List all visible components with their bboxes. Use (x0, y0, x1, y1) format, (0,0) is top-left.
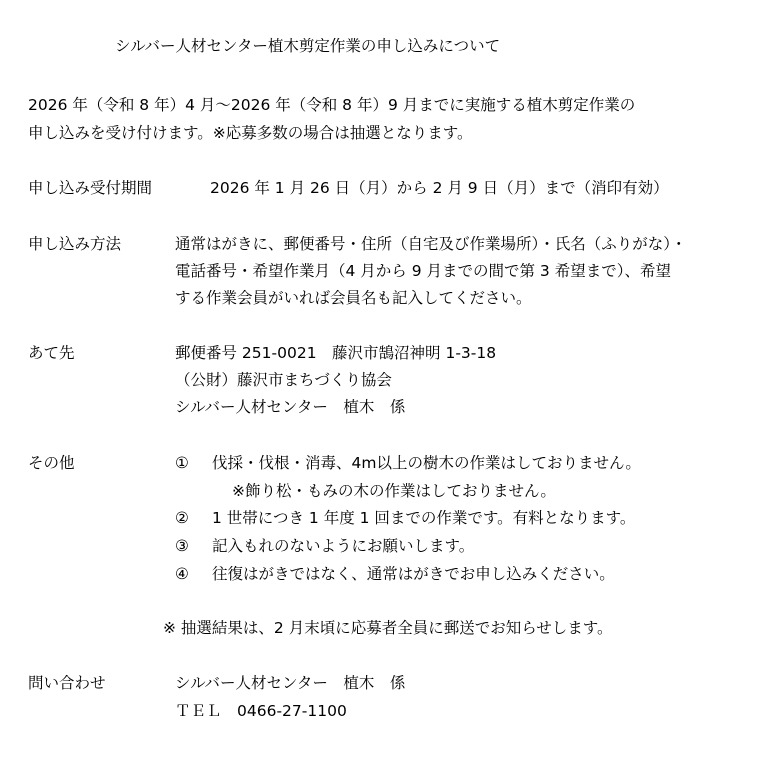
other-item-text: ※飾り松・もみの木の作業はしておりません。 (232, 482, 556, 500)
other-item-text: 往復はがきではなく、通常はがきでお申し込みください。 (212, 565, 615, 583)
method-line-3: する作業会員がいれば会員名も記入してください。 (175, 289, 532, 307)
period-label: 申し込み受付期間 (28, 179, 153, 197)
address-line-1: 郵便番号 251-0021 藤沢市鵠沼神明 1-3-18 (175, 344, 497, 362)
other-item-num: ③ (175, 537, 189, 555)
contact-label: 問い合わせ (28, 674, 106, 692)
other-item-num: ④ (175, 565, 189, 583)
method-line-1: 通常はがきに、郵便番号・住所（自宅及び作業場所）・氏名（ふりがな）・ (175, 235, 687, 253)
other-item-num: ① (175, 454, 189, 472)
address-line-3: シルバー人材センター 植木 係 (175, 398, 406, 416)
other-item-text: 1 世帯につき 1 年度 1 回までの作業です。有料となります。 (212, 509, 636, 527)
method-line-2: 電話番号・希望作業月（4 月から 9 月までの間で第 3 希望まで）、希望 (175, 262, 671, 280)
address-label: あて先 (28, 344, 75, 362)
other-item-text: 記入もれのないようにお願いします。 (212, 537, 475, 555)
contact-phone: ＴＥＬ 0466-27-1100 (175, 702, 347, 720)
other-item-num: ② (175, 509, 189, 527)
intro-line-1: 2026 年（令和 8 年）4 月～2026 年（令和 8 年）9 月までに実施する植木剪定作業の (28, 96, 636, 114)
address-line-2: （公財）藤沢市まちづくり協会 (175, 371, 392, 389)
period-value: 2026 年 1 月 26 日（月）から 2 月 9 日（月）まで（消印有効） (210, 179, 669, 197)
method-label: 申し込み方法 (28, 235, 122, 253)
other-label: その他 (28, 454, 75, 472)
intro-line-2: 申し込みを受け付けます。※応募多数の場合は抽選となります。 (28, 124, 473, 142)
contact-line-1: シルバー人材センター 植木 係 (175, 674, 406, 692)
other-item-text: 伐採・伐根・消毒、4m以上の樹木の作業はしておりません。 (212, 454, 641, 472)
lottery-note: ※ 抽選結果は、2 月末頃に応募者全員に郵送でお知らせします。 (163, 619, 613, 637)
page-title: シルバー人材センター植木剪定作業の申し込みについて (115, 37, 501, 55)
